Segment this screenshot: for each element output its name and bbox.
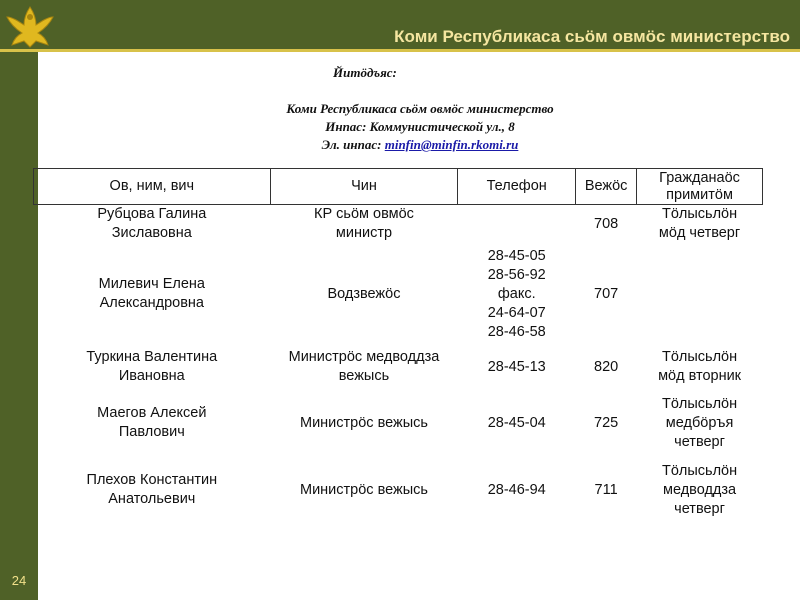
contact-address: Инпас: Коммунистической ул., 8 [325,119,515,134]
cell-phone: 28-46-94 [487,481,546,498]
cell-reception: Тӧлысьлӧн мӧд четверг [658,206,741,241]
cell-phone: 28-45-05 28-56-92 факс. 24-64-07 28-46-58 [487,247,546,340]
header-rule [0,49,800,52]
header-room: Вежӧс [576,169,637,205]
cell-name: Милевич Елена Александровна [98,276,205,311]
cell-position: КР сьӧм овмӧс министр [314,206,414,241]
cell-name: Маегов Алексей Павлович [97,405,207,440]
header-name: Ов, ним, вич [34,169,271,205]
komi-emblem-icon [4,3,56,49]
cell-room: 708 [594,215,619,232]
contact-subhead: Йитӧдъяс: [333,65,397,80]
contact-email-link[interactable]: minfin@minfin.rkomi.ru [384,137,519,152]
cell-reception [637,243,763,345]
cell-name: Плехов Константин Анатольевич [86,472,218,507]
staff-table [33,168,763,523]
cell-name: Туркина Валентина Ивановна [86,349,218,384]
table-row [34,205,763,244]
table-header-row [34,169,763,205]
cell-room: 820 [594,358,619,375]
header-bar [0,0,800,52]
header-phone: Телефон [458,169,576,205]
cell-position: Министрӧс медводдза вежысь [288,349,440,384]
contact-org: Коми Республикаса сьӧм овмӧс министерство [286,101,554,116]
cell-name: Рубцова Галина Зиславовна [97,206,207,241]
cell-room: 711 [594,481,618,498]
table-row [34,457,763,523]
header-title: Коми Республикаса сьӧм овмӧс министерство [394,27,790,46]
table-row [34,243,763,345]
contact-block [200,64,640,154]
cell-room: 707 [594,285,619,302]
cell-position: Министрӧс вежысь [299,481,428,498]
cell-room: 725 [594,414,619,431]
table-row [34,389,763,457]
contact-email-label: Эл. инпас: [321,137,382,152]
cell-phone: 28-45-13 [487,358,546,375]
contact-email-line [200,136,640,154]
cell-reception: Тӧлысьлӧн медбӧръя четверг [661,395,738,450]
cell-position: Министрӧс вежысь [299,414,428,431]
cell-phone [458,205,576,244]
header-reception: Гражданаӧс примитӧм [637,169,763,205]
header-position: Чин [270,169,458,205]
cell-reception: Тӧлысьлӧн медводдза четверг [661,462,738,517]
cell-position: Водзвежӧс [327,285,401,302]
cell-reception: Тӧлысьлӧн мӧд вторник [658,349,742,384]
cell-phone: 28-45-04 [487,414,546,431]
page-number: 24 [11,573,27,588]
table-row [34,345,763,389]
